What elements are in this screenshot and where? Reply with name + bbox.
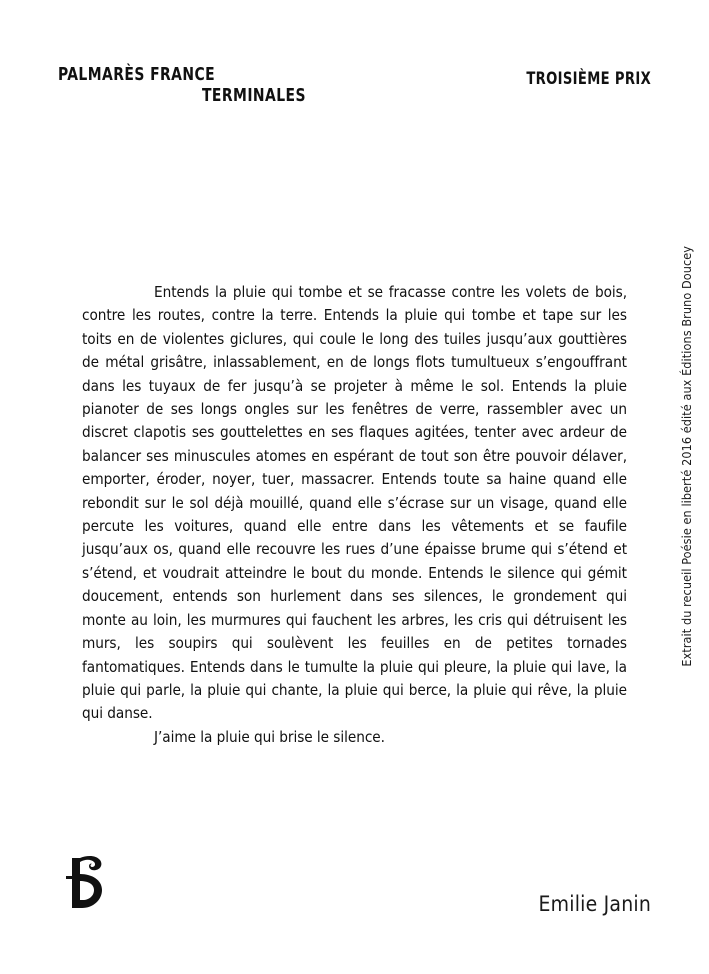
- side-credit-text: Extrait du recueil Poésie en liberté 2016 édité aux Éditions Bruno Doucey: [678, 246, 694, 667]
- author-name: Emilie Janin: [538, 892, 651, 916]
- header-category-line1: PALMARÈS FRANCE: [58, 64, 216, 85]
- poem-paragraph-1: Entends la pluie qui tombe et se fracasse contre les volets de bois, contre les routes, contre la terre. Entends la pluie qui tombe et tape sur les toits en de violentes giclures, qui coule le long des tuiles jusqu’aux gouttières de métal grisâtre, inlassablement, en de longs flots tumultueux s’engouffrant dans les tuyaux de fer jusqu’à se projeter à même le sol. Entends la pluie pianoter de ses longs ongles sur les fenêtres de verre, rassembler avec un discret clapotis ses gouttelettes en ses flaques agitées, tenter avec ardeur de balancer ses minuscules atomes en espérant de tout son être pouvoir délaver, emporter, éroder, noyer, tuer, massacrer. Entends toute sa haine quand elle rebondit sur le sol déjà mouillé, quand elle s’écrase sur un visage, quand elle percute les voitures, quand elle entre dans les vêtements et se faufile jusqu’aux os, quand elle recouvre les rues d’une épaisse brume qui s’étend et s’étend, et voudrait atteindre le bout du monde. Entends le silence qui gémit doucement, entends son hurlement dans ses silences, le grondement qui monte au loin, les murmures qui fauchent les arbres, les cris qui détruisent les murs, les soupirs qui soulèvent les feuilles en de petites tornades fantomatiques. Entends dans le tumulte la pluie qui pleure, la pluie qui lave, la pluie qui parle, la pluie qui chante, la pluie qui berce, la pluie qui rêve, la pluie qui danse.: [82, 283, 627, 723]
- poem-body: [82, 281, 627, 749]
- header-category-line2: TERMINALES: [202, 84, 306, 106]
- header-prize: TROISIÈME PRIX: [526, 69, 651, 89]
- side-credit: [675, 246, 697, 756]
- poem-paragraph-2: J’aime la pluie qui brise le silence.: [154, 727, 385, 746]
- bruno-doucey-logo: [58, 852, 110, 914]
- header-category: [58, 66, 478, 106]
